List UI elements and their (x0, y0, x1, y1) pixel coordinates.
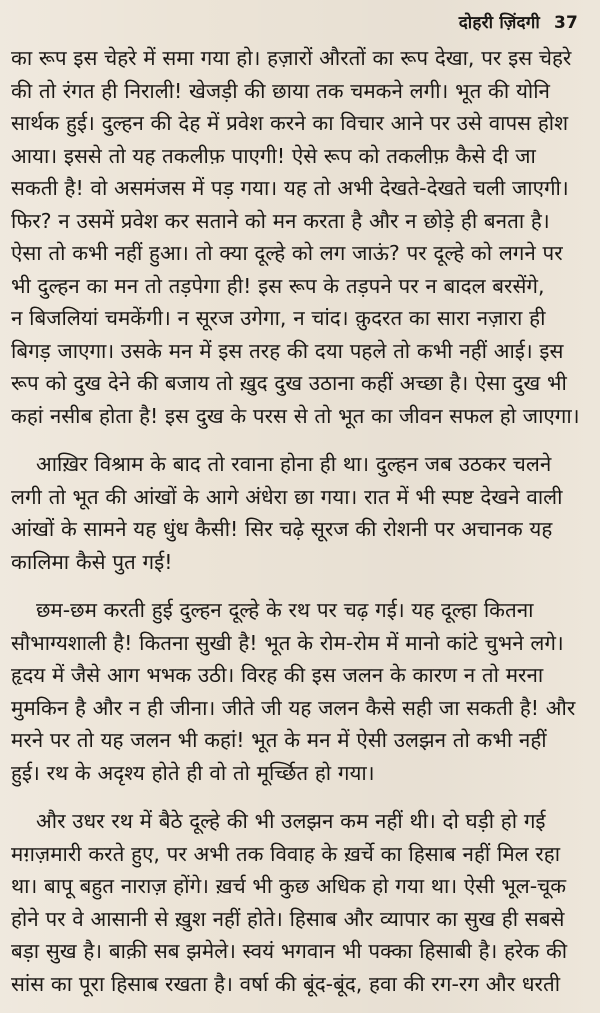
text-line: का रूप इस चेहरे में समा गया हो। हज़ारों औरतों का रूप देखा, पर इस चेहरे (11, 46, 572, 70)
text-line: आया। इससे तो यह तकलीफ़ पाएगी! ऐसे रूप को तकलीफ़ कैसे दी जा (11, 143, 536, 168)
text-line: सौभाग्यशाली है! कितना सुखी है! भूत के रोम-रोम में मानो कांटे चुभने लगे। (11, 630, 564, 655)
text-line: ऐसा तो कभी नहीं हुआ। तो क्या दूल्हे को लग जाऊं? पर दूल्हे को लगने पर (11, 241, 563, 265)
paragraph (11, 805, 594, 1000)
text-line: न बिजलियां चमकेंगी। न सूरज उगेगा, न चांद। क़ुदरत का सारा नज़ारा ही (11, 306, 546, 330)
text-line: बड़ा सुख है। बाक़ी सब झमेले। स्वयं भगवान भी पक्का हिसाबी है। हरेक की (11, 939, 568, 963)
running-header (459, 10, 578, 33)
page-number: 37 (553, 13, 578, 33)
text-line: फिर? न उसमें प्रवेश कर सताने को मन करता है और न छोड़े ही बनता है। (11, 208, 550, 233)
text-line: हृदय में जैसे आग भभक उठी। विरह की इस जलन के कारण न तो मरना (11, 663, 544, 687)
text-line: की तो रंगत ही निराली! खेजड़ी की छाया तक चमकने लगी। भूत की योनि (11, 78, 550, 103)
text-line: सार्थक हुई। दुल्हन की देह में प्रवेश करने का विचार आने पर उसे वापस होश (11, 111, 569, 135)
text-line: आख़िर विश्राम के बाद तो रवाना होना ही था। दुल्हन जब उठकर चलने (36, 452, 552, 476)
paragraph (11, 594, 594, 789)
paragraph-spacer (11, 432, 594, 448)
text-line: हुई। रथ के अदृश्य होते ही वो तो मूर्च्छित हो गया। (11, 760, 375, 785)
text-line: बिगड़ जाएगा। उसके मन में इस तरह की दया पहले तो कभी नहीं आई। इस (11, 338, 564, 363)
text-line: मुमकिन है और न ही जीना। जीते जी यह जलन कैसे सही जा सकती है! और (11, 695, 576, 720)
text-line: होने पर वे आसानी से ख़ुश नहीं होते। हिसाब और व्यापार का सुख ही सबसे (11, 906, 565, 931)
chapter-title: दोहरी ज़िंदगी (458, 13, 540, 33)
body-text (11, 42, 594, 1000)
text-line: लगी तो भूत की आंखों के आगे अंधेरा छा गया। रात में भी स्पष्ट देखने वाली (11, 484, 563, 509)
text-line: आंखों के सामने यह धुंध कैसी! सिर चढ़े सूरज की रोशनी पर अचानक यह (11, 517, 553, 541)
paragraph (11, 448, 594, 578)
text-line: कहां नसीब होता है! इस दुख के परस से तो भूत का जीवन सफल हो जाएगा। (11, 403, 580, 428)
paragraph-spacer (11, 789, 594, 805)
text-line: छम-छम करती हुई दुल्हन दूल्हे के रथ पर चढ़ गई। यह दूल्हा कितना (36, 598, 534, 622)
text-line: सकती है! वो असमंजस में पड़ गया। यह तो अभी देखते-देखते चली जाएगी। (11, 176, 569, 200)
paragraph-spacer (11, 578, 594, 594)
text-line: मरने पर तो यह जलन भी कहां! भूत के मन में ऐसी उलझन तो कभी नहीं (11, 728, 547, 752)
text-line: था। बापू बहुत नाराज़ होंगे। ख़र्च भी कुछ अधिक हो गया था। ऐसी भूल-चूक (11, 874, 567, 898)
paragraph (11, 42, 594, 432)
text-line: और उधर रथ में बैठे दूल्हे की भी उलझन कम नहीं थी। दो घड़ी हो गई (36, 809, 546, 833)
text-line: मग़ज़मारी करते हुए, पर अभी तक विवाह के ख़र्चे का हिसाब नहीं मिल रहा (11, 841, 561, 866)
text-line: रूप को दुख देने की बजाय तो ख़ुद दुख उठाना कहीं अच्छा है। ऐसा दुख भी (11, 371, 567, 395)
text-line: सांस का पूरा हिसाब रखता है। वर्षा की बूंद-बूंद, हवा की रग-रग और धरती (11, 971, 561, 996)
text-line: कालिमा कैसे पुत गई! (11, 549, 173, 574)
text-line: भी दुल्हन का मन तो तड़पेगा ही! इस रूप के तड़पने पर न बादल बरसेंगे, (11, 273, 545, 298)
